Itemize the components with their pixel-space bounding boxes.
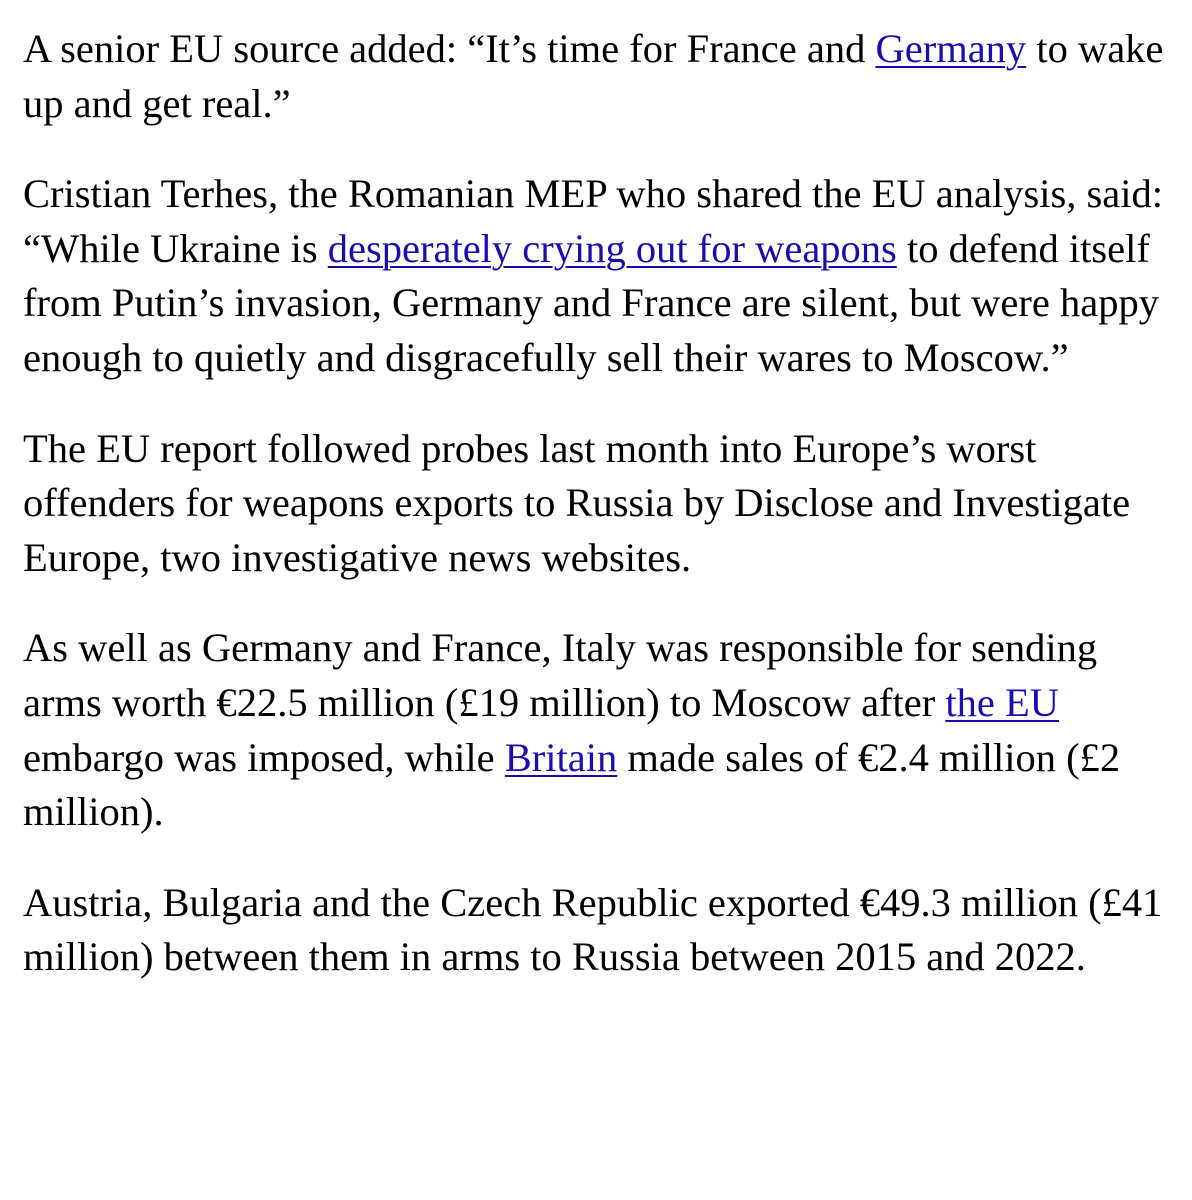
paragraph-text: Austria, Bulgaria and the Czech Republic exported €49.3 million (£41 million) between them in arms to Russia between 2015 and 2022. [23,879,1163,980]
paragraph-eu-source [23,22,1173,131]
link-britain[interactable]: Britain [504,734,618,780]
paragraph-text: As well as Germany and France, Italy was responsible for sending arms worth €22.5 million (£19 million) to Moscow after [23,625,1098,725]
paragraph-text: Cristian Terhes, the Romanian MEP who shared the EU analysis, said: “While Ukraine is [23,171,1163,271]
link-germany[interactable]: Germany [875,26,1027,71]
paragraph-text: embargo was imposed, while [23,734,505,780]
link-desperately-crying-out-for-weapons[interactable]: desperately crying out for weapons [327,225,897,271]
paragraph-text: to defend itself from Putin’s invasion, Germany and France are silent, but were happy enough to quietly and disgracefully sell their wares to Moscow.” [23,225,1159,380]
link-the-eu[interactable]: the EU [945,679,1059,725]
paragraph-text: made sales of €2.4 million (£2 million). [23,734,1121,835]
paragraph-terhes-quote [23,167,1173,385]
paragraph-italy-britain [23,621,1173,839]
article-body [23,22,1173,985]
paragraph-austria-bulgaria-czech [23,876,1173,985]
paragraph-text: A senior EU source added: “It’s time for France and [23,26,876,71]
paragraph-eu-report [23,422,1173,586]
paragraph-text: The EU report followed probes last month into Europe’s worst offenders for weapons exports to Russia by Disclose and Investigate Europe, two investigative news websites. [23,425,1131,580]
paragraph-text: to wake up and get real.” [23,26,1164,126]
